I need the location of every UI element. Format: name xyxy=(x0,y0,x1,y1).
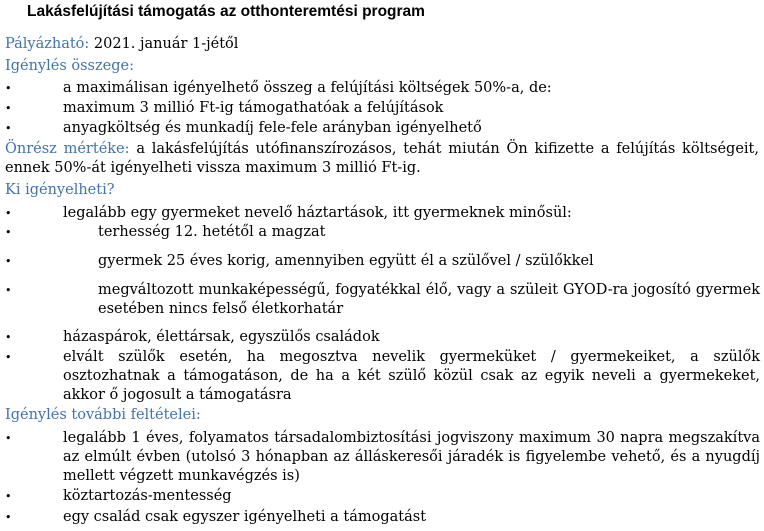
list-item xyxy=(63,348,760,405)
bullet-icon: • xyxy=(5,331,12,344)
sub-list-item: gyermek 25 éves korig, amennyiben együtt él a szülővel / szülőkkel xyxy=(98,253,594,269)
list-item: a maximálisan igényelhető összeg a felújítási költségek 50%-a, de: xyxy=(63,80,552,96)
bullet-icon: • xyxy=(5,226,12,239)
bullet-icon: • xyxy=(5,255,12,268)
bullet-icon: • xyxy=(5,511,12,524)
palyazhato-value: 2021. január 1-jétől xyxy=(89,36,239,52)
bullet-icon: • xyxy=(5,207,12,220)
onresz-paragraph xyxy=(5,140,759,178)
list-item: egy család csak egyszer igényelheti a támogatást xyxy=(63,509,427,525)
tovabbi-feltetelek-heading: Igénylés további feltételei: xyxy=(5,407,201,423)
sub-list-item: terhesség 12. hetétől a magzat xyxy=(98,224,326,240)
list-item: legalább 1 éves, folyamatos társadalombiztosítási jogviszony maximum 30 napra megszakítva az elmúlt évben (utolsó 3 hónapban az álláskeresői járadék is figyelembe vehető, és a nyugdíj mellett végzett munkavégzés is) xyxy=(63,430,760,484)
bullet-icon: • xyxy=(5,490,12,503)
list-item: házaspárok, élettársak, egyszülős családok xyxy=(63,329,380,345)
list-item: maximum 3 millió Ft-ig támogathatóak a felújítások xyxy=(63,100,444,116)
list-item-text: elvált szülők esetén, ha megosztva nevelik gyermeküket / gyermekeiket, a szülők osztozhatnak a támogatáson, de ha a két szülő közül csak az egyik neveli a gyermekeket, akkor ő jogosult a támogatásra xyxy=(63,349,760,403)
list-item: legalább egy gyermeket nevelő háztartások, itt gyermeknek minősül: xyxy=(63,205,572,221)
bullet-icon: • xyxy=(5,102,12,115)
list-item: anyagköltség és munkadíj fele-fele arányban igényelhető xyxy=(63,120,482,136)
list-item: köztartozás-mentesség xyxy=(63,488,232,504)
palyazhato-label: Pályázható: xyxy=(5,36,90,52)
palyazhato-line xyxy=(5,35,238,54)
bullet-icon: • xyxy=(5,284,12,297)
document-title: Lakásfelújítási támogatás az otthonteremtési program xyxy=(27,3,425,20)
igenyles-osszege-heading: Igénylés összege: xyxy=(5,58,134,74)
sub-list-item: megváltozott munkaképességű, fogyatékkal élő, vagy a szüleit GYOD-ra jogosító gyermek esetében nincs felső életkorhatár xyxy=(98,282,760,317)
bullet-icon: • xyxy=(5,122,12,135)
bullet-icon: • xyxy=(5,432,12,445)
bullet-icon: • xyxy=(5,82,12,95)
bullet-icon: • xyxy=(5,351,12,364)
onresz-text: a lakásfelújítás utófinanszírozásos, tehát miután Ön kifizette a felújítás költségeit, ennek 50%-át igényelheti vissza maximum 3 millió Ft-ig. xyxy=(5,141,759,176)
ki-igenyelheti-heading: Ki igényelheti? xyxy=(5,182,115,198)
onresz-label: Önrész mértéke: xyxy=(5,141,130,157)
